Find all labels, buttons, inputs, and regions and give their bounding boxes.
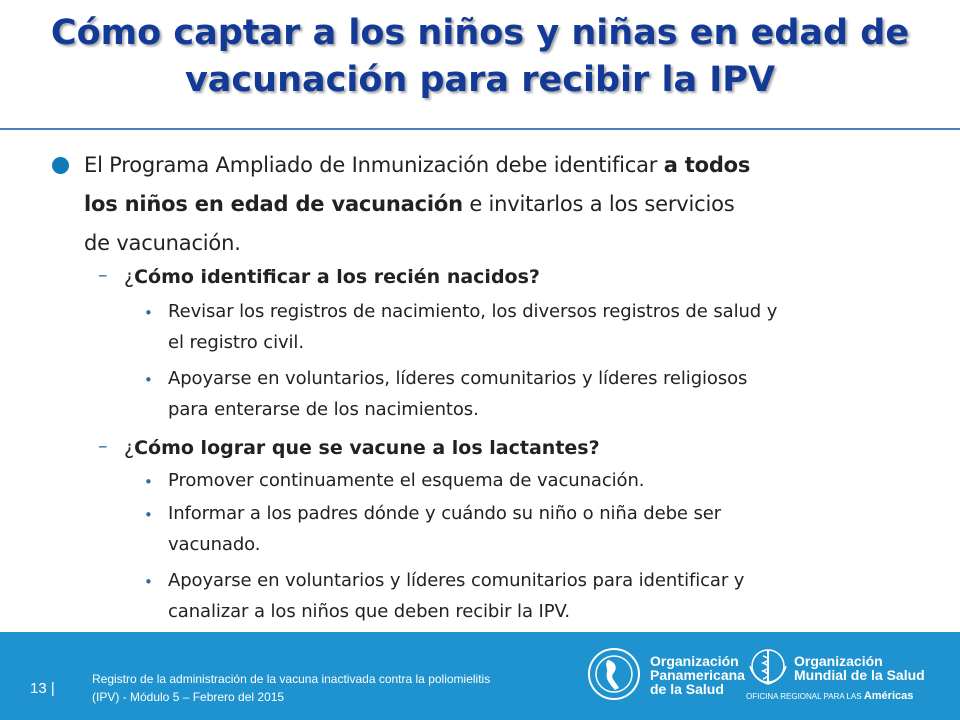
- bullet-icon: •: [144, 573, 153, 591]
- footer-caption: [92, 670, 582, 706]
- who-emblem-icon: [746, 646, 790, 690]
- section-2-bullet-3: [168, 565, 928, 627]
- main-point: [84, 146, 924, 263]
- bullet-icon: •: [144, 371, 153, 389]
- bullet-line: Revisar los registros de nacimiento, los diversos registros de salud y: [168, 301, 778, 322]
- who-wordmark: [794, 654, 944, 682]
- title-line-2: vacunación para recibir la IPV: [184, 60, 776, 100]
- bullet-line: Apoyarse en voluntarios, líderes comunitarios y líderes religiosos: [168, 368, 748, 389]
- who-logo: [746, 646, 790, 695]
- footer-bar: [0, 632, 960, 720]
- footer-line-1: Registro de la administración de la vacuna inactivada contra la poliomielitis: [92, 672, 491, 686]
- paho-wordmark: [650, 654, 750, 696]
- bullet-line: para enterarse de los nacimientos.: [168, 399, 479, 420]
- dash-icon: –: [98, 264, 108, 286]
- bullet-line: Promover continuamente el esquema de vacunación.: [168, 470, 645, 491]
- who-name-line: Organización: [794, 653, 883, 669]
- page-number: 13 |: [30, 680, 55, 697]
- paho-emblem-icon: [586, 646, 642, 702]
- main-point-text-b: e invitarlos a los servicios: [462, 192, 735, 216]
- bullet-icon: •: [144, 304, 153, 322]
- who-region-name: Américas: [863, 690, 914, 702]
- dash-icon: –: [98, 435, 108, 457]
- question-text: Cómo lograr que se vacune a los lactantes?: [134, 437, 600, 459]
- bullet-icon: •: [144, 473, 153, 491]
- bullet-line: Informar a los padres dónde y cuándo su niño o niña debe ser: [168, 503, 722, 524]
- bullet-line: el registro civil.: [168, 332, 304, 353]
- section-2-bullet-2: [168, 498, 928, 560]
- who-name-line: Mundial de la Salud: [794, 667, 925, 683]
- question-prefix: ¿: [124, 266, 135, 288]
- section-1-bullet-1: [168, 296, 928, 358]
- who-region-prefix: OFICINA REGIONAL PARA LAS: [746, 692, 862, 701]
- question-text: Cómo identificar a los recién nacidos?: [134, 266, 540, 288]
- main-point-bold-b: los niños en edad de vacunación: [84, 192, 463, 216]
- footer-line-2: (IPV) - Módulo 5 – Febrero del 2015: [92, 690, 285, 704]
- paho-name-line: Panamericana: [650, 667, 745, 683]
- bullet-line: canalizar a los niños que deben recibir la IPV.: [168, 601, 570, 622]
- bullet-dot-icon: [52, 157, 69, 174]
- title-divider: [0, 128, 960, 130]
- slide-title: [0, 10, 960, 104]
- main-point-bold-a: a todos: [663, 153, 751, 177]
- question-prefix: ¿: [124, 437, 135, 459]
- main-point-text-c: de vacunación.: [84, 231, 241, 255]
- section-1-bullet-2: [168, 363, 928, 425]
- section-2-question: [124, 435, 600, 461]
- bullet-line: vacunado.: [168, 534, 261, 555]
- bullet-line: Apoyarse en voluntarios y líderes comunitarios para identificar y: [168, 570, 745, 591]
- paho-name-line: Organización: [650, 653, 739, 669]
- section-1-question: [124, 264, 540, 290]
- paho-name-line: de la Salud: [650, 681, 724, 697]
- who-region-label: [746, 690, 913, 702]
- bullet-icon: •: [144, 506, 153, 524]
- paho-logo: [586, 646, 745, 707]
- section-2-bullet-1: [168, 465, 928, 496]
- title-line-1: Cómo captar a los niños y niñas en edad de: [50, 13, 910, 53]
- main-point-text-a: El Programa Ampliado de Inmunización debe identificar: [84, 153, 664, 177]
